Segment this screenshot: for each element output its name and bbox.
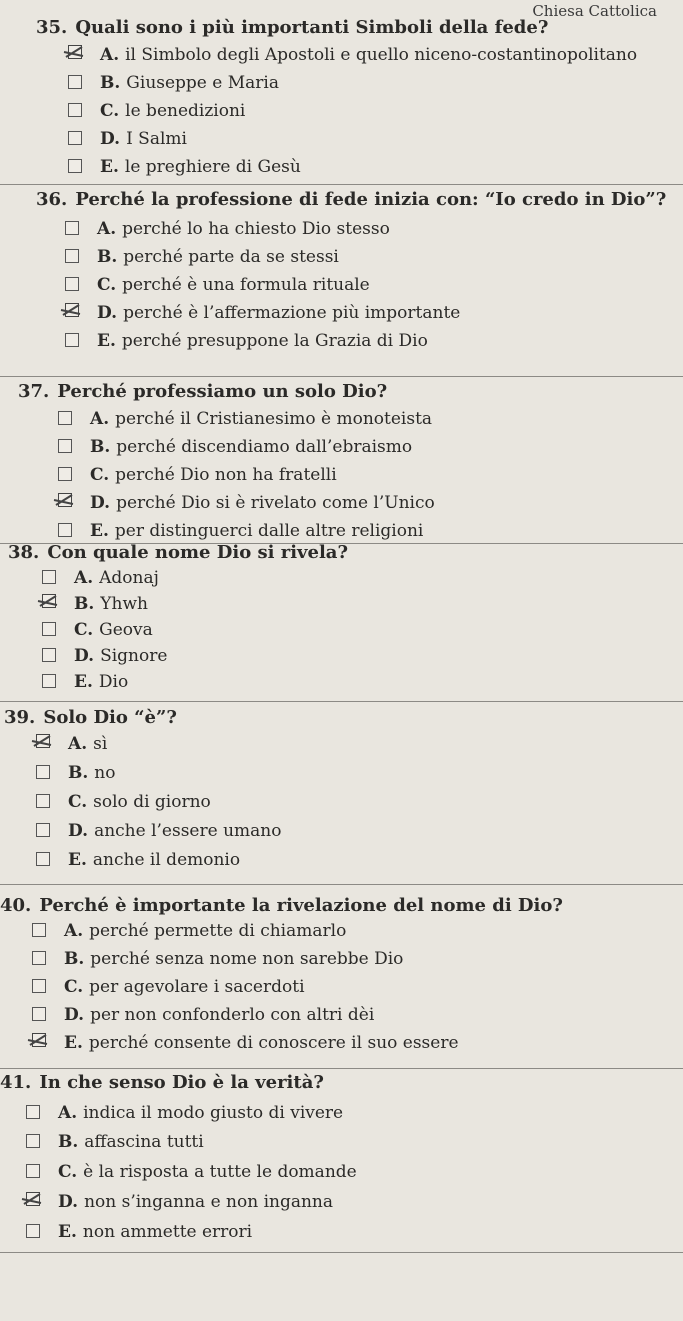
question-text: Con quale nome Dio si rivela?: [47, 542, 349, 563]
checkbox[interactable]: [58, 467, 72, 481]
divider: [0, 1068, 683, 1069]
answer-option[interactable]: E. perché presuppone la Grazia di Dio: [65, 331, 428, 351]
checkbox[interactable]: [32, 923, 46, 937]
question-title: [0, 1072, 324, 1093]
question-38: [0, 544, 683, 699]
divider: [0, 701, 683, 702]
checkbox[interactable]: [65, 249, 79, 263]
checkbox[interactable]: [36, 852, 50, 866]
answer-option[interactable]: C. perché è una formula rituale: [65, 275, 370, 295]
checkbox[interactable]: [26, 1164, 40, 1178]
question-title: [36, 189, 666, 210]
question-title: [0, 895, 563, 916]
checkbox[interactable]: [68, 131, 82, 145]
question-37: [0, 378, 683, 540]
answer-option[interactable]: B. no: [36, 763, 115, 783]
checkbox[interactable]: [58, 411, 72, 425]
answer-option[interactable]: A. perché lo ha chiesto Dio stesso: [65, 219, 390, 239]
answer-option[interactable]: A. Adonaj: [42, 568, 159, 588]
answer-option[interactable]: E. per distinguerci dalle altre religioni: [58, 521, 423, 541]
checkbox[interactable]: [36, 794, 50, 808]
answer-option[interactable]: D. perché è l’affermazione più importante: [65, 303, 460, 323]
answer-option[interactable]: C. le benedizioni: [68, 101, 245, 121]
checkbox[interactable]: [26, 1224, 40, 1238]
answer-option[interactable]: D. anche l’essere umano: [36, 821, 281, 841]
question-text: In che senso Dio è la verità?: [39, 1072, 324, 1093]
checkbox[interactable]: [42, 674, 56, 688]
checkbox[interactable]: [58, 493, 72, 507]
answer-option[interactable]: D. Signore: [42, 646, 167, 666]
answer-option[interactable]: B. perché discendiamo dall’ebraismo: [58, 437, 412, 457]
divider: [0, 184, 683, 185]
checkbox[interactable]: [32, 1033, 46, 1047]
answer-option[interactable]: E. anche il demonio: [36, 850, 240, 870]
answer-option[interactable]: A. indica il modo giusto di vivere: [26, 1103, 343, 1123]
answer-option[interactable]: B. Giuseppe e Maria: [68, 73, 279, 93]
answer-option[interactable]: B. Yhwh: [42, 594, 148, 614]
answer-option[interactable]: A. sì: [36, 734, 107, 754]
answer-option[interactable]: C. solo di giorno: [36, 792, 211, 812]
question-text: Perché la professione di fede inizia con: “Io credo in Dio”?: [75, 189, 667, 210]
answer-option[interactable]: B. affascina tutti: [26, 1132, 204, 1152]
checkbox[interactable]: [26, 1105, 40, 1119]
answer-option[interactable]: D. per non confonderlo con altri dèi: [32, 1005, 374, 1025]
question-number: 35.: [36, 17, 68, 38]
checkbox[interactable]: [65, 333, 79, 347]
checkbox[interactable]: [58, 439, 72, 453]
question-number: 38.: [8, 542, 40, 563]
question-39: [0, 703, 683, 883]
checkbox[interactable]: [58, 523, 72, 537]
checkbox[interactable]: [32, 951, 46, 965]
question-text: Perché professiamo un solo Dio?: [57, 381, 388, 402]
question-title: [18, 381, 387, 402]
checkbox[interactable]: [26, 1192, 40, 1206]
question-text: Solo Dio “è”?: [43, 707, 177, 728]
question-41: [0, 1070, 683, 1255]
checkbox[interactable]: [68, 159, 82, 173]
answer-option[interactable]: E. perché consente di conoscere il suo essere: [32, 1033, 459, 1053]
checkbox[interactable]: [36, 823, 50, 837]
divider: [0, 376, 683, 377]
answer-option[interactable]: B. perché parte da se stessi: [65, 247, 339, 267]
checkbox[interactable]: [65, 221, 79, 235]
question-35: [0, 14, 683, 184]
checkbox[interactable]: [42, 570, 56, 584]
checkbox[interactable]: [42, 648, 56, 662]
answer-option[interactable]: C. è la risposta a tutte le domande: [26, 1162, 357, 1182]
answer-option[interactable]: D. perché Dio si è rivelato come l’Unico: [58, 493, 435, 513]
answer-option[interactable]: E. le preghiere di Gesù: [68, 157, 301, 177]
checkbox[interactable]: [32, 979, 46, 993]
question-title: [36, 17, 548, 38]
question-title: [4, 707, 177, 728]
checkbox[interactable]: [36, 734, 50, 748]
checkbox[interactable]: [32, 1007, 46, 1021]
checkbox[interactable]: [65, 277, 79, 291]
question-40: [0, 886, 683, 1066]
checkbox[interactable]: [65, 303, 79, 317]
answer-option[interactable]: C. Geova: [42, 620, 153, 640]
checkbox[interactable]: [68, 75, 82, 89]
answer-option[interactable]: E. non ammette errori: [26, 1222, 252, 1242]
answer-option[interactable]: A. perché il Cristianesimo è monoteista: [58, 409, 432, 429]
checkbox[interactable]: [42, 622, 56, 636]
checkbox[interactable]: [68, 103, 82, 117]
answer-option[interactable]: B. perché senza nome non sarebbe Dio: [32, 949, 403, 969]
answer-option[interactable]: E. Dio: [42, 672, 128, 692]
question-number: 39.: [4, 707, 36, 728]
question-number: 40.: [0, 895, 32, 916]
page-header: Chiesa Cattolica: [532, 2, 657, 20]
question-title: [8, 542, 348, 563]
answer-option[interactable]: A. perché permette di chiamarlo: [32, 921, 346, 941]
checkbox[interactable]: [42, 594, 56, 608]
answer-option[interactable]: D. I Salmi: [68, 129, 187, 149]
checkbox[interactable]: [68, 45, 82, 59]
question-number: 37.: [18, 381, 50, 402]
question-text: Perché è importante la rivelazione del nome di Dio?: [39, 895, 563, 916]
question-36: [0, 186, 683, 352]
answer-option[interactable]: C. per agevolare i sacerdoti: [32, 977, 305, 997]
answer-option[interactable]: A. il Simbolo degli Apostoli e quello niceno-costantinopolitano: [68, 45, 637, 65]
question-number: 36.: [36, 189, 68, 210]
answer-option[interactable]: D. non s’inganna e non inganna: [26, 1192, 333, 1212]
question-text: Quali sono i più importanti Simboli della fede?: [75, 17, 549, 38]
answer-option[interactable]: C. perché Dio non ha fratelli: [58, 465, 337, 485]
divider: [0, 884, 683, 885]
question-number: 41.: [0, 1072, 32, 1093]
checkbox[interactable]: [26, 1134, 40, 1148]
checkbox[interactable]: [36, 765, 50, 779]
divider: [0, 1252, 683, 1253]
